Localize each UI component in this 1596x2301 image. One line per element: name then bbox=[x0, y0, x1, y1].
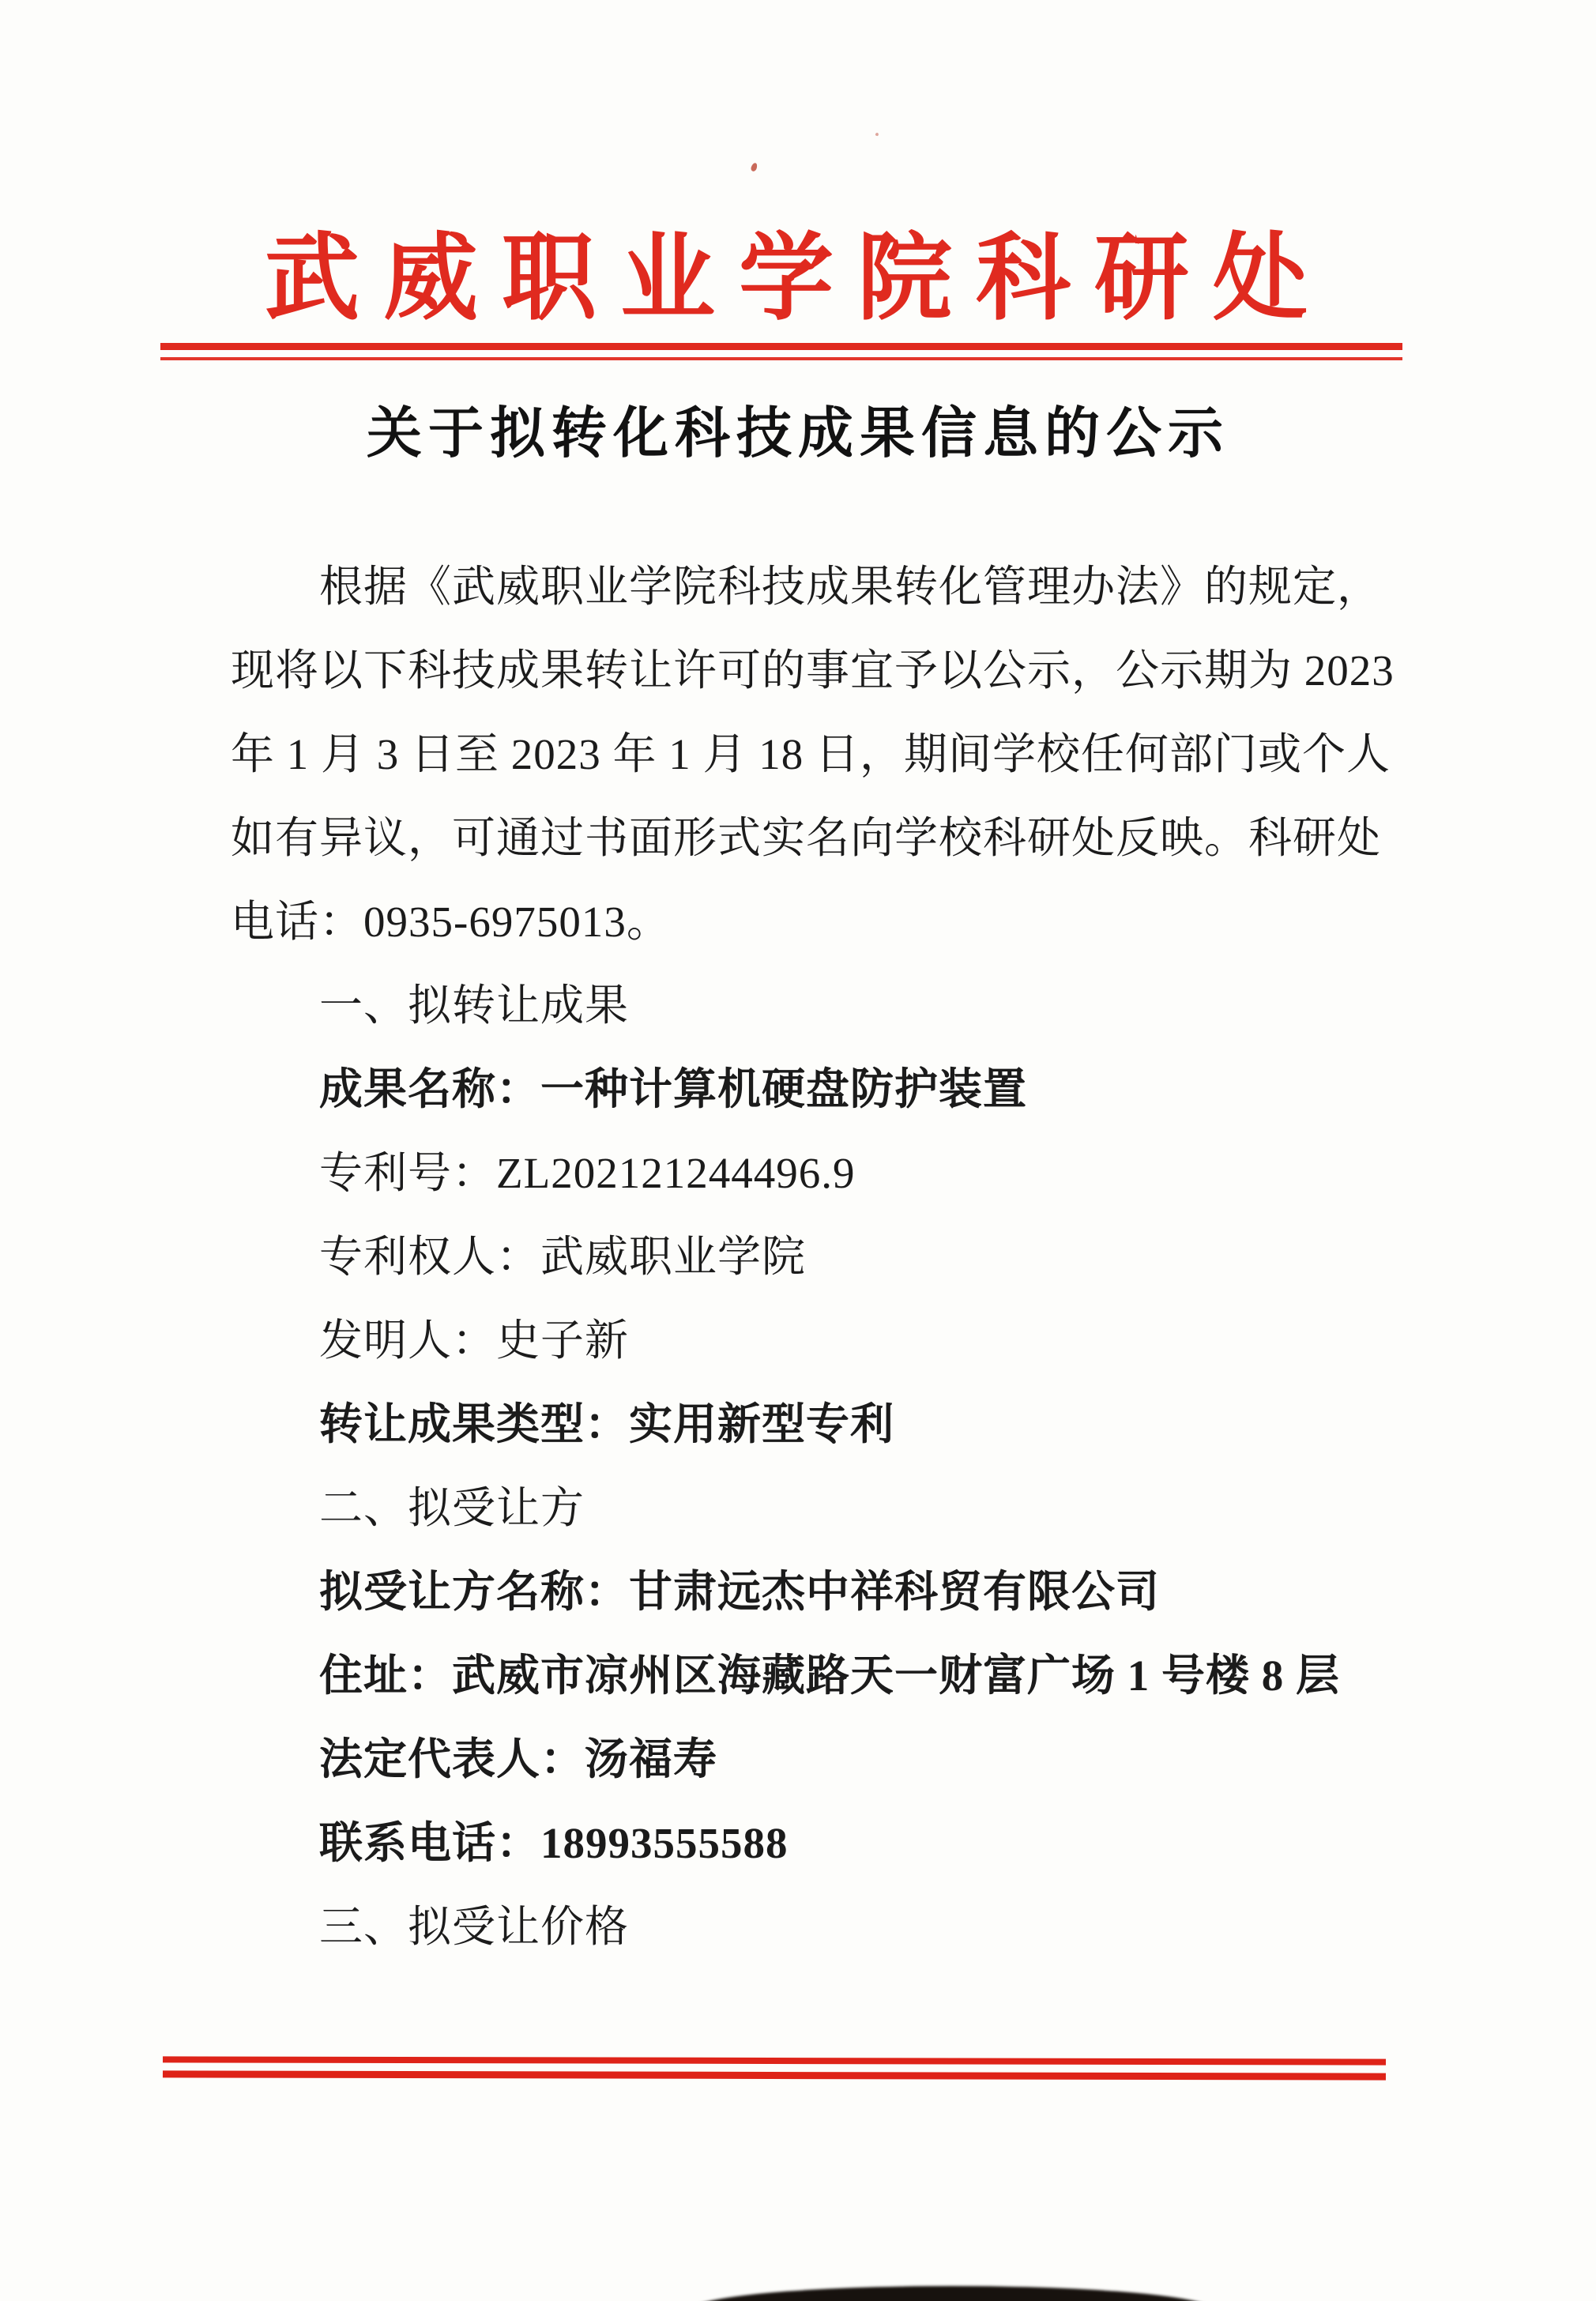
header-rule-thin-line bbox=[160, 357, 1402, 360]
footer-rule-line-2 bbox=[163, 2070, 1386, 2080]
body-line: 专利权人：武威职业学院 bbox=[319, 1233, 807, 1281]
ink-speck bbox=[875, 132, 879, 136]
body-line: 二、拟受让方 bbox=[319, 1484, 585, 1532]
header-rule-thick-line bbox=[160, 343, 1402, 350]
ink-speck bbox=[750, 162, 758, 172]
footer-rule-line-1 bbox=[163, 2056, 1386, 2065]
body-line: 成果名称：一种计算机硬盘防护装置 bbox=[319, 1065, 1028, 1113]
body-line: 转让成果类型：实用新型专利 bbox=[319, 1400, 895, 1448]
page-title: 关于拟转化科技成果信息的公示 bbox=[367, 404, 1229, 465]
header-double-rule bbox=[160, 343, 1402, 360]
body-line: 如有异议，可通过书面形式实名向学校科研处反映。科研处 bbox=[231, 814, 1382, 862]
body-line: 拟受让方名称：甘肃远杰中祥科贸有限公司 bbox=[319, 1568, 1161, 1616]
body-line: 电话：0935-6975013。 bbox=[231, 898, 671, 946]
body-line: 住址：武威市凉州区海藏路天一财富广场 1 号楼 8 层 bbox=[319, 1651, 1341, 1700]
org-title: 武威职业学院科研处 bbox=[265, 226, 1331, 331]
body-line: 一、拟转让成果 bbox=[319, 981, 630, 1030]
body-line: 发明人：史子新 bbox=[319, 1316, 630, 1365]
body-line: 根据《武威职业学院科技成果转化管理办法》的规定， bbox=[319, 563, 1382, 611]
body-line: 专利号：ZL202121244496.9 bbox=[319, 1149, 856, 1197]
body-line: 三、拟受让价格 bbox=[319, 1903, 630, 1951]
scan-shadow-artifact bbox=[691, 2286, 1213, 2301]
body-line: 联系电话：18993555588 bbox=[319, 1819, 789, 1867]
document-body bbox=[231, 545, 1395, 1969]
body-line: 法定代表人：汤福寿 bbox=[319, 1735, 718, 1783]
body-line: 现将以下科技成果转让许可的事宜予以公示，公示期为 2023 bbox=[231, 646, 1395, 695]
body-line: 年 1 月 3 日至 2023 年 1 月 18 日，期间学校任何部门或个人 bbox=[231, 730, 1391, 778]
footer-double-rule bbox=[163, 2056, 1386, 2080]
